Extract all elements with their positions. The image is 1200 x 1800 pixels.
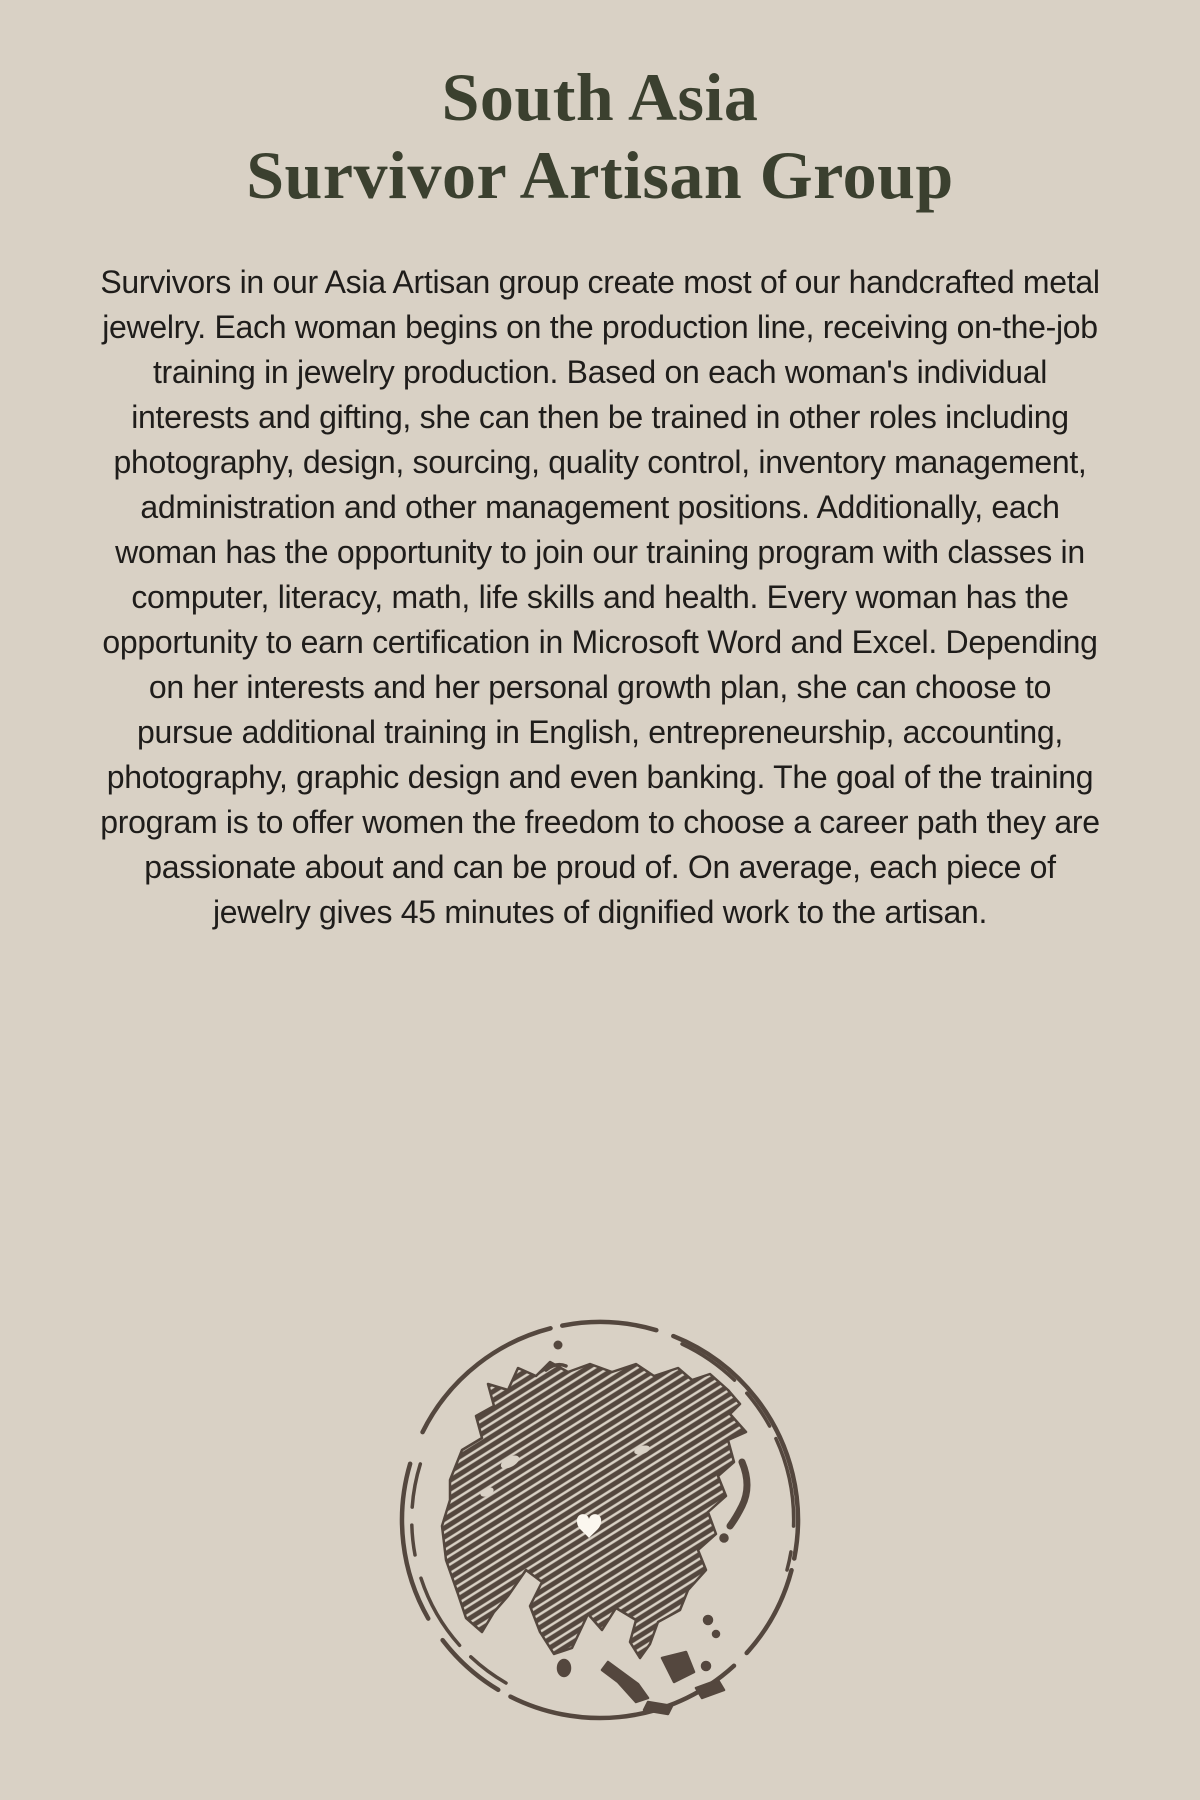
sketch-dot <box>554 1341 563 1350</box>
title-line-2: Survivor Artisan Group <box>246 137 954 213</box>
globe-illustration <box>390 1310 810 1730</box>
title-line-1: South Asia <box>441 59 759 135</box>
asia-landmass <box>442 1362 747 1714</box>
asia-globe-icon <box>390 1310 810 1730</box>
description-paragraph: Survivors in our Asia Artisan group create most of our handcrafted metal jewelry. Each woman begins on the production line, receiving on-the-job training in jewelry production. Based on each woman's individual interests and gifting, she can then be trained in other roles including photography, design, sourcing, quality control, inventory management, administration and other management positions. Additionally, each woman has the opportunity to join our training program with classes in computer, literacy, math, life skills and health. Every woman has the opportunity to earn certification in Microsoft Word and Excel. Depending on her interests and her personal growth plan, she can choose to pursue additional training in English, entrepreneurship, accounting, photography, graphic design and even banking. The goal of the training program is to offer women the freedom to choose a career path they are passionate about and can be proud of. On average, each piece of jewelry gives 45 minutes of dignified work to the artisan. <box>100 264 1100 930</box>
page-title <box>0 0 1200 214</box>
